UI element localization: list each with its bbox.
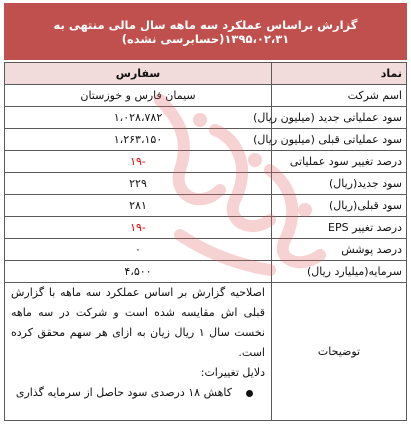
row-value: -۱۹ bbox=[5, 217, 272, 239]
table-row bbox=[5, 173, 407, 195]
row-label: درصد پوشش bbox=[272, 239, 407, 261]
row-value: ۲۸۱ bbox=[5, 195, 272, 217]
row-label: درصد تغییر EPS bbox=[272, 217, 407, 239]
notes-paragraph: اصلاحیه گزارش بر اساس عملکرد سه ماهه با گزارش قبلی اش مقایسه شده است و شرکت در سه ماهه نخست سال ۱ ریال زیان به ازای هر سهم محقق کرده است. bbox=[11, 286, 265, 359]
row-value: -۱۹ bbox=[5, 151, 272, 173]
table-row bbox=[5, 85, 407, 107]
row-value: ۰ bbox=[5, 239, 272, 261]
list-item bbox=[9, 383, 255, 403]
row-label: سود عملیاتی جدید (میلیون ریال) bbox=[272, 107, 407, 129]
table-row bbox=[5, 217, 407, 239]
notes-label: توضیحات bbox=[272, 283, 407, 421]
bullet-text: کاهش ۱۸ درصدی سود حاصل از سرمایه گذاری bbox=[15, 386, 232, 399]
row-label: سود جدید(ریال) bbox=[272, 173, 407, 195]
row-label: اسم شرکت bbox=[272, 85, 407, 107]
table-row bbox=[5, 195, 407, 217]
report-title bbox=[4, 3, 407, 60]
row-label: سود قبلی(ریال) bbox=[272, 195, 407, 217]
bullet-icon bbox=[246, 390, 253, 397]
row-label: سود عملیاتی قبلی (میلیون ریال) bbox=[272, 129, 407, 151]
row-value: ۱،۲۶۳،۱۵۰ bbox=[5, 129, 272, 151]
table-header-row bbox=[5, 63, 407, 85]
table-row bbox=[5, 261, 407, 283]
row-value: ۴،۵۰۰ bbox=[5, 261, 272, 283]
notes-row bbox=[5, 283, 407, 421]
row-label: سرمایه(میلیارد ریال) bbox=[272, 261, 407, 283]
symbol-label: نماد bbox=[272, 63, 407, 85]
row-value: ۲۲۹ bbox=[5, 173, 272, 195]
table-row bbox=[5, 151, 407, 173]
table-row bbox=[5, 107, 407, 129]
symbol-value: سفارس bbox=[5, 63, 272, 85]
report-title-text: گزارش براساس عملکرد سه ماهه سال مالی منتهی به ۱۳۹۵،۰۲،۳۱(حسابرسی نشده) bbox=[53, 17, 358, 46]
table-row bbox=[5, 239, 407, 261]
notes-cell bbox=[5, 283, 272, 421]
report-table bbox=[4, 62, 407, 421]
row-value: سیمان فارس و خوزستان bbox=[5, 85, 272, 107]
row-value: ۱،۰۲۸،۷۸۲ bbox=[5, 107, 272, 129]
reasons-title: دلایل تغییرات: bbox=[200, 366, 265, 379]
row-label: درصد تغییر سود عملیاتی bbox=[272, 151, 407, 173]
table-row bbox=[5, 129, 407, 151]
